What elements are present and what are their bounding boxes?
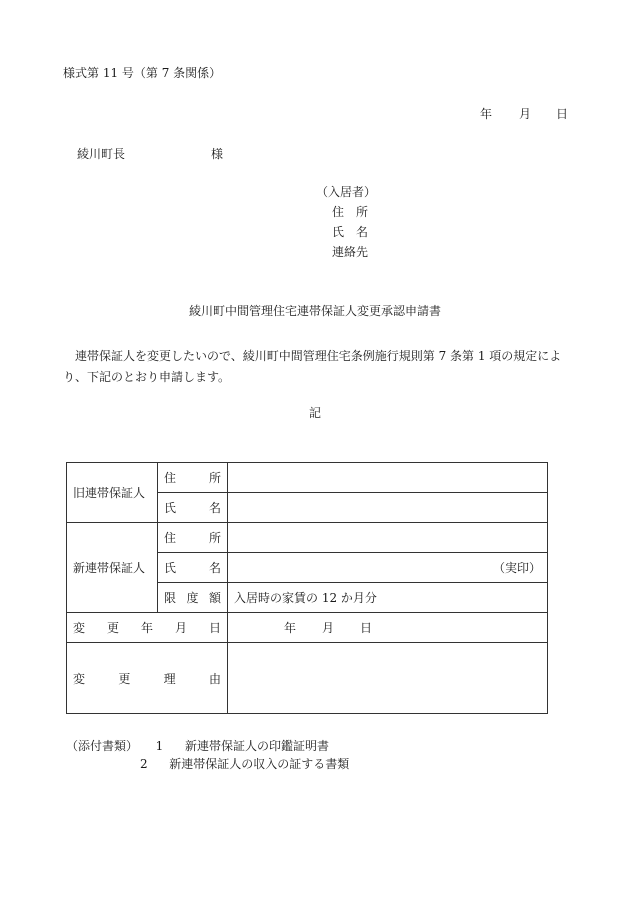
change-day-unit: 日 <box>360 621 373 635</box>
change-reason-field[interactable] <box>228 643 548 714</box>
change-month-unit: 月 <box>322 621 335 635</box>
change-date-field[interactable] <box>228 613 548 643</box>
new-name-label: 氏 名 <box>158 553 228 583</box>
old-name-field[interactable] <box>228 493 548 523</box>
date-month-unit: 月 <box>519 107 532 121</box>
old-address-field[interactable] <box>228 463 548 493</box>
applicant-contact-label: 連絡先 <box>332 245 369 259</box>
date-day-unit: 日 <box>556 107 569 121</box>
table-row <box>67 523 548 553</box>
change-date-label: 変 更 年 月 日 <box>67 613 228 643</box>
table-row <box>67 643 548 714</box>
new-address-field[interactable] <box>228 523 548 553</box>
date-year-unit: 年 <box>480 107 493 121</box>
attachments-label: （添付書類） <box>66 739 139 753</box>
change-year-unit: 年 <box>284 621 297 635</box>
addressee-name: 綾川町長 <box>77 147 126 161</box>
limit-label: 限 度 額 <box>158 583 228 613</box>
attachment-text-2: 新連帯保証人の収入の証する書類 <box>169 757 350 771</box>
addressee-honorific: 様 <box>211 147 224 161</box>
addressee <box>77 147 224 161</box>
table-row <box>67 613 548 643</box>
seal-note: （実印） <box>492 561 541 575</box>
applicant-address-label: 住 所 <box>332 205 369 219</box>
applicant-heading: （入居者） <box>316 185 377 199</box>
attachment-no-2: 2 <box>140 757 148 771</box>
new-address-label: 住 所 <box>158 523 228 553</box>
form-number: 様式第 11 号（第 7 条関係） <box>63 66 222 80</box>
attachments <box>66 739 329 753</box>
attachment-no-1: 1 <box>155 739 164 753</box>
table-row <box>67 463 548 493</box>
ki-marker: 記 <box>308 406 321 420</box>
old-guarantor-label: 旧連帯保証人 <box>67 463 158 523</box>
application-table <box>66 462 548 714</box>
attachment-2 <box>140 757 349 771</box>
old-address-label: 住 所 <box>158 463 228 493</box>
old-name-label: 氏 名 <box>158 493 228 523</box>
new-guarantor-label: 新連帯保証人 <box>67 523 158 613</box>
body-text: 連帯保証人を変更したいので、綾川町中間管理住宅条例施行規則第 7 条第 1 項の規定により、下記のとおり申請します。 <box>63 349 562 384</box>
change-reason-label: 変 更 理 由 <box>67 643 228 714</box>
document-title: 綾川町中間管理住宅連帯保証人変更承認申請書 <box>188 304 441 318</box>
new-name-field[interactable] <box>228 553 548 583</box>
applicant-name-label: 氏 名 <box>332 225 369 239</box>
attachment-text-1: 新連帯保証人の印鑑証明書 <box>184 739 329 753</box>
applicant-block <box>316 185 376 265</box>
limit-value: 入居時の家賃の 12 か月分 <box>228 583 548 613</box>
